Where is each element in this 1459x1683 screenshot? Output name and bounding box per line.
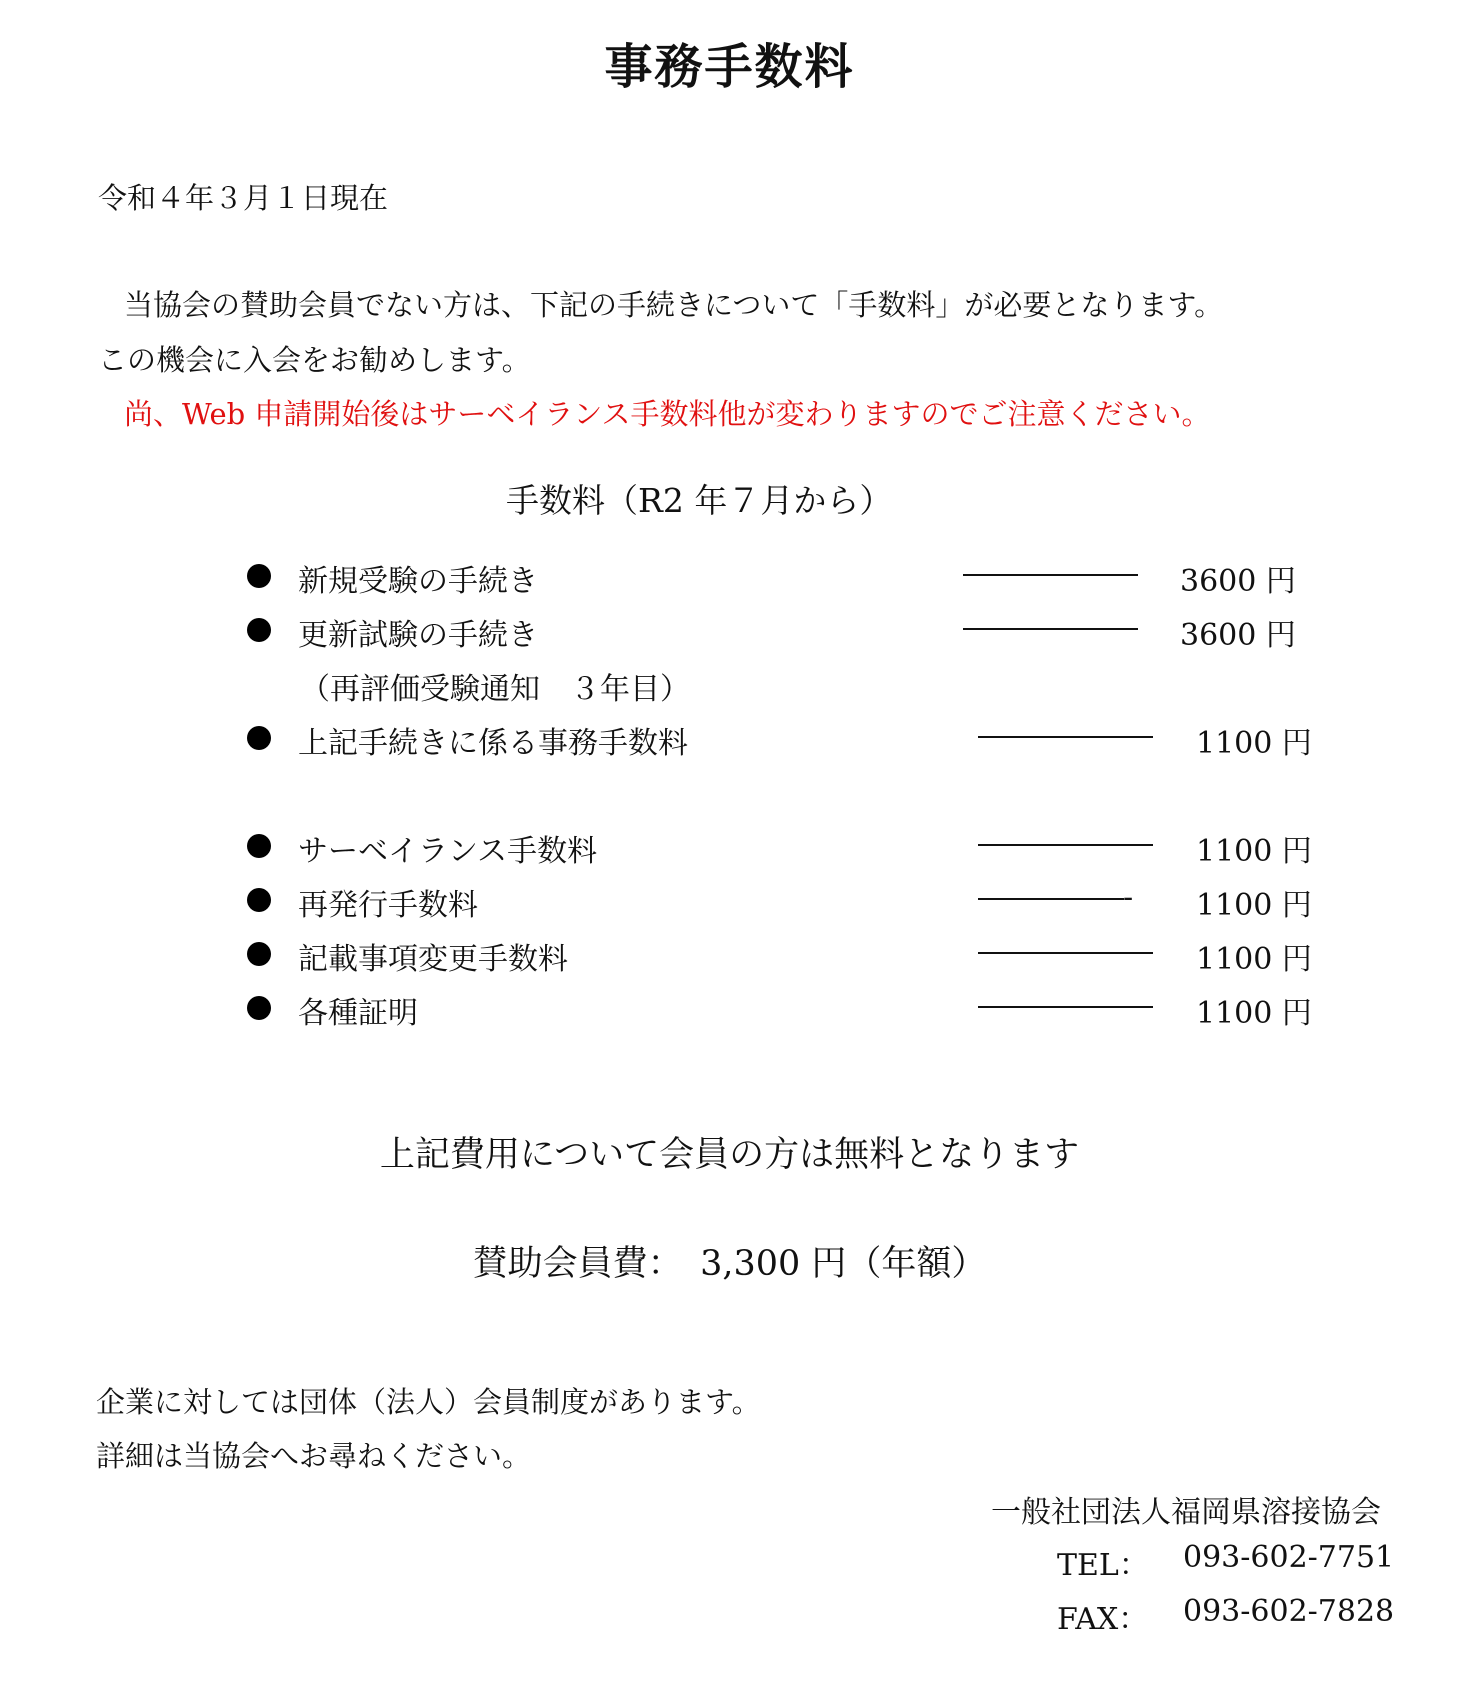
fee-leader-dashes: ―――――― <box>978 988 1152 1023</box>
bullet-icon <box>247 618 271 642</box>
tel-label: TEL： <box>1057 1548 1149 1583</box>
bullet-icon <box>247 834 271 858</box>
fee-label: 各種証明 <box>298 996 418 1031</box>
fee-leader-dashes: ―――――― <box>978 826 1152 861</box>
fee-price: 1100 円 <box>1196 942 1312 977</box>
fee-label: 更新試験の手続き <box>298 618 538 653</box>
fee-price: 3600 円 <box>1180 618 1296 653</box>
fee-label: サーベイランス手数料 <box>298 834 598 869</box>
member-free-note: 上記費用について会員の方は無料となります <box>379 1135 1080 1175</box>
fee-price: 1100 円 <box>1196 996 1312 1031</box>
notice-text: 尚、Web 申請開始後はサーベイランス手数料他が変わりますのでご注意ください。 <box>124 397 1211 431</box>
fax-value: 093-602-7828 <box>1183 1594 1395 1629</box>
page-title: 事務手数料 <box>604 39 855 95</box>
bullet-icon <box>247 564 271 588</box>
intro-text-line-2: この機会に入会をお勧めします。 <box>98 343 531 377</box>
fee-label: 記載事項変更手数料 <box>298 942 568 977</box>
fee-leader-dashes: ―――――― <box>963 610 1137 645</box>
fax-label: FAX： <box>1057 1602 1149 1637</box>
intro-text-line-1: 当協会の賛助会員でない方は、下記の手続きについて「手数料」が必要となります。 <box>124 288 1224 322</box>
fee-price: 1100 円 <box>1196 834 1312 869</box>
bullet-icon <box>247 726 271 750</box>
fee-leader-dashes: ―――――― <box>978 718 1152 753</box>
bullet-icon <box>247 996 271 1020</box>
fee-price: 1100 円 <box>1196 726 1312 761</box>
fee-label: 上記手続きに係る事務手数料 <box>298 726 688 761</box>
fee-leader-dashes: ―――――― <box>963 556 1137 591</box>
bullet-icon <box>247 888 271 912</box>
organization-name: 一般社団法人福岡県溶接協会 <box>991 1495 1381 1530</box>
fee-note: （再評価受験通知 ３年目） <box>300 672 690 707</box>
fee-leader-dashes: ―――――― <box>978 934 1152 969</box>
fee-price: 1100 円 <box>1196 888 1312 923</box>
fee-price: 3600 円 <box>1180 564 1296 599</box>
membership-fee: 賛助会員費： 3,300 円（年額） <box>472 1244 987 1284</box>
corporate-membership-line-2: 詳細は当協会へお尋ねください。 <box>96 1439 532 1473</box>
tel-value: 093-602-7751 <box>1183 1540 1395 1575</box>
fee-label: 新規受験の手続き <box>298 564 538 599</box>
corporate-membership-line-1: 企業に対しては団体（法人）会員制度があります。 <box>96 1385 761 1419</box>
bullet-icon <box>247 942 271 966</box>
fee-label: 再発行手数料 <box>298 888 478 923</box>
fees-heading: 手数料（R2 年７月から） <box>506 481 893 520</box>
effective-date: 令和４年３月１日現在 <box>98 181 389 215</box>
fee-leader-dashes: ―――――‐ <box>978 880 1133 915</box>
